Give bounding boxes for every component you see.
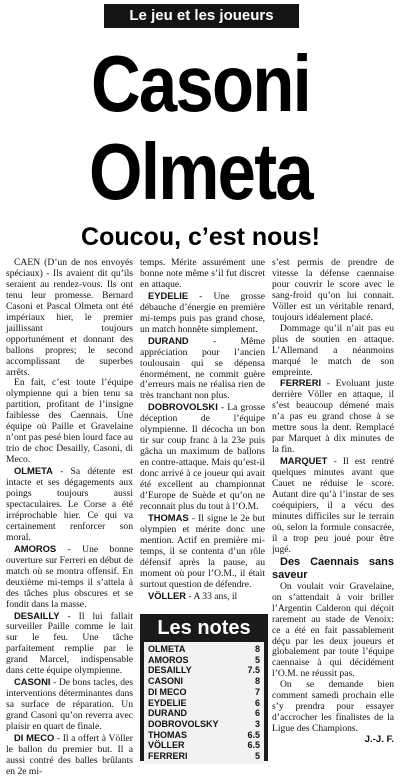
player-name: THOMAS [148,511,189,523]
notes-player: CASONI [148,676,184,687]
headline-line-2: Olmeta [89,127,312,216]
player-text: - Sa détente est intacte et ses dégagements aux poings toujours aussi spectaculaires. Le Corse a été irréprochable hier. Ce qui va certainement renforcer son moral. [6,466,133,543]
player-paragraph [6,611,133,678]
player-name: MARQUET [280,455,328,467]
notes-grade: 6.5 [247,729,260,740]
author-signature: J.-J. F. [364,734,394,746]
notes-grade: 6.5 [247,740,260,751]
player-paragraph [6,677,133,733]
notes-player: FERRERI [148,751,188,762]
notes-player: DOBROVOLSKY [148,718,219,729]
subheadline: Coucou, c’est nous! [81,223,320,251]
notes-row [148,740,260,751]
notes-grade: 7 [254,686,260,697]
player-text: - Une bonne ouverture sur Ferreri en début de match où se montra offensif. En deuxième mi-temps il s’attela à des tâches plus obscures et se fondit dans la masse. [6,543,133,610]
player-paragraph [272,456,394,556]
notes-row [148,730,260,741]
notes-grade: 8 [254,676,260,687]
notes-row [148,687,260,698]
section-banner: Le jeu et les joueurs [104,4,299,28]
notes-player: DESAILLY [148,665,192,676]
article-column-3 [272,258,394,746]
article-column-2 [140,258,265,603]
notes-grade: 3 [254,718,260,729]
player-text: - De bons tacles, des interventions déterminantes dans sa surface de réparation. Un grand Casoni qu’on reverra avec plaisir en quart de finale. [6,677,133,733]
player-name: VÖLLER [148,589,187,601]
notes-player: DURAND [148,708,187,719]
player-text: - A 33 ans, il [186,590,238,602]
player-text: - Il a offert à Völler le ballon du premier but. Il a aussi contré des balles brûlants en 2e mi- [6,732,133,777]
notes-grade: 5 [254,654,260,665]
player-paragraph [272,378,394,456]
player-paragraph [140,591,265,603]
player-text: - Il lui fallait surveiller Paille comme le lait sur le feu. Une tâche parfaitement remplie par le grand Marcel, indispensable dans cette équipe olympienne. [6,610,133,677]
player-paragraph [6,466,133,544]
headline-line-1: Casoni [90,39,311,128]
notes-player: EYDELIE [148,697,187,708]
player-paragraph [6,733,133,778]
player-name: DURAND [148,334,189,346]
player-text: - Il est rentré quelques minutes avant que Cauet ne réduise le score. Autant dire qu’à l’instar de ses coéquipiers, il a vécu des minutes difficiles sur le terrain où, selon la formule consacrée, il a trop peu joué pour être jugé. [272,456,394,555]
player-paragraph [140,513,265,591]
notes-table [144,642,264,764]
notes-row [148,665,260,676]
player-text: - La grosse déception de l’équipe olympienne. Il décocha un bon tir sur coup franc à la 23e puis gâcha un maximum de ballons en contre-attaque. Mais qu’est-il donc arrivé à ce joueur qui avait été excellent au championnat d’Europe de Suède et qu’on ne reconnait plus du tout à l’O.M. [140,402,265,512]
notes-row [148,644,260,655]
player-paragraph [6,544,133,611]
notes-player: DI MECO [148,686,187,697]
player-name: EYDELIE [148,289,189,301]
player-name: DESAILLY [14,609,60,621]
notes-grade: 5 [254,751,260,762]
notes-player: OLMETA [148,644,186,654]
player-text: - Même appréciation pour l’ancien toulousain qui se dépensa énormément, ne commit guère d’erreurs mais ne réalisa rien de très tranchant non plus. [140,335,265,402]
notes-row [148,708,260,719]
paragraph: Dommage qu’il n’ait pas eu plus de soutien en attaque. L’Allemand a néanmoins marqué le match de son empreinte. [272,322,394,378]
paragraph: s’est permis de prendre de vitesse la défense caennaise pour couvrir le score avec le sang-froid qu’on lui connait. Völler est un véritable renard, toujours idéalement placé. [272,257,394,323]
player-name: CASONI [14,676,51,688]
notes-player: VÖLLER [148,740,185,751]
player-paragraph [140,336,265,403]
notes-row [148,676,260,687]
player-text: - Une grosse débauche d’énergie en première mi-temps puis pas grand chose, un match honnête simplement. [140,290,265,335]
notes-player: AMOROS [148,654,189,665]
notes-row [148,751,260,762]
player-name: DI MECO [14,731,55,743]
paragraph: On voulait voir Gravelaine, on s’attendait à voir briller l’Argentin Calderon qui déçoit rarement au stade de Venoix: ce a été en fait passablement déçu par les deux joueurs et globalement par toute l’équipe caennaise à qui décidément l’O.M. ne réussit pas. [272,580,394,680]
notes-player: THOMAS [148,729,187,740]
paragraph: En fait, c’est toute l’équipe olympienne qui a bien tenu sa partition, profitant de l’insigne faiblesse des Caennais. Une équipe où Paille et Gravelaine n’ont pas pesé bien lourd face au trio de choc Desailly, Casoni, di Meco. [6,377,133,466]
player-name: DOBROVOLSKI [148,401,218,413]
player-paragraph [140,291,265,336]
player-name: AMOROS [14,542,57,554]
paragraph: temps. Mérite assurément une bonne note même s’il fut discret en attaque. [140,257,265,290]
notes-box [140,614,268,761]
notes-row [148,719,260,730]
notes-grade: 8 [254,644,260,654]
player-text: - Il signe le 2e but olympien et mérite donc une mention. Actif en première mi-temps, il se contenta d’un rôle défensif après la pause, au moment où pour l’O.M., il était surtout question de défendre. [140,512,265,590]
paragraph: CAEN (D’un de nos envoyés spéciaux) - Ils avaient dit qu’ils seraient au rendez-vous. Ils ont tenu leur promesse. Bernard Casoni et Pascal Olmeta ont été impériaux hier, le premier jaillissant toujours opportunément et donnant des ballons propres; le second accomplissant de superbes arrêts. [6,257,133,378]
section-subheading: Des Caennais sans saveur [272,555,394,581]
notes-row [148,655,260,666]
player-paragraph [140,402,265,513]
notes-grade: 7.5 [247,665,260,676]
notes-title: Les notes [157,617,251,639]
notes-row [148,698,260,709]
player-text: - Evoluant juste derrière Völler en attaque, il s’est beaucoup démené mais n’a pas eu grand chose à se mettre sous la dent. Remplacé par Marquet à dix minutes de la fin. [272,378,394,456]
player-name: FERRERI [280,377,322,389]
notes-grade: 6 [254,708,260,719]
paragraph: On se demande bien comment samedi prochain elle s’y prendra pour essayer d’accrocher les finalistes de la Ligue des Champions. [272,679,394,735]
player-name: OLMETA [14,465,53,477]
notes-grade: 6 [254,697,260,708]
article-column-1 [6,258,133,778]
